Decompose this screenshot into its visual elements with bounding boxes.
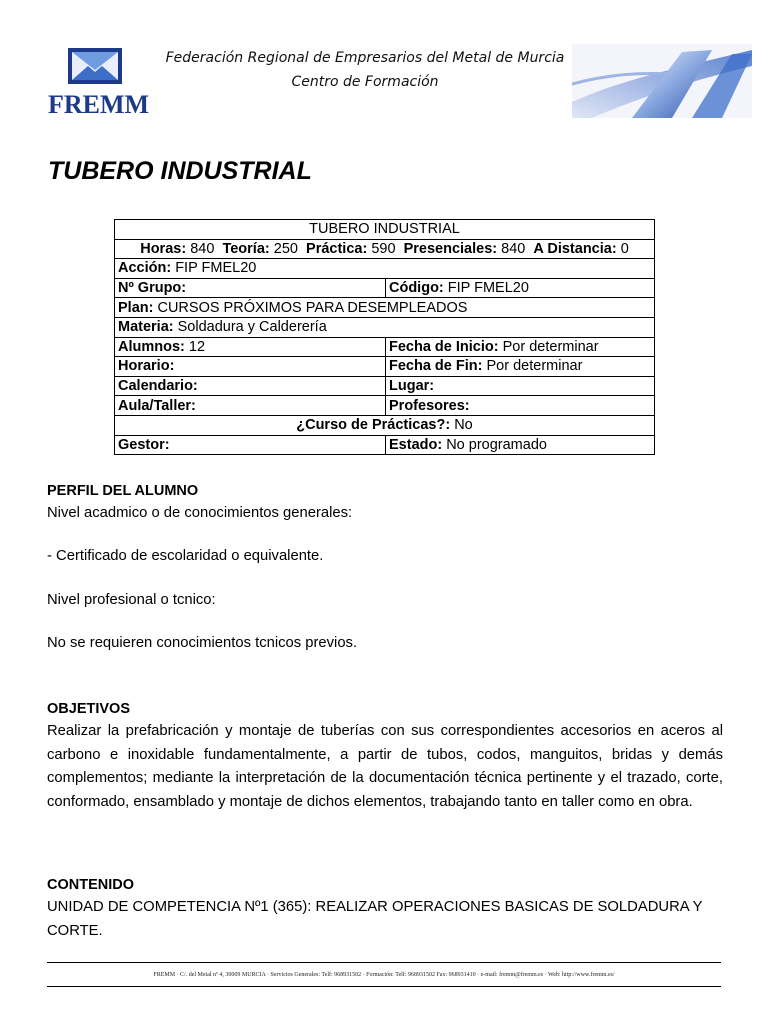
table-row	[115, 357, 655, 377]
practicas-cell	[115, 415, 655, 435]
table-row	[115, 239, 655, 259]
calendario-label: Calendario:	[118, 378, 198, 395]
footer-divider-top	[47, 962, 721, 963]
conocimientos-text: No se requieren conocimientos tcnicos previos.	[47, 635, 358, 651]
profesores-cell	[386, 396, 655, 416]
certificado-text: - Certificado de escolaridad o equivalente.	[47, 548, 324, 564]
gestor-cell	[115, 435, 386, 455]
codigo-cell	[386, 278, 655, 298]
distancia-value: 0	[620, 240, 629, 257]
horario-cell	[115, 357, 386, 377]
fremm-logo	[48, 44, 158, 124]
accion-value: FIP FMEL20	[175, 260, 257, 277]
table-row	[115, 278, 655, 298]
organization-subtitle: Centro de Formación	[291, 74, 439, 90]
estado-cell	[386, 435, 655, 455]
grupo-label: Nº Grupo:	[118, 280, 187, 297]
materia-value: Soldadura y Calderería	[177, 319, 327, 336]
fecha-inicio-value: Por determinar	[502, 338, 599, 355]
teoria-label: Teoría:	[222, 240, 270, 257]
table-row	[115, 376, 655, 396]
aula-label: Aula/Taller:	[118, 397, 196, 414]
accion-cell	[115, 259, 655, 279]
organization-name: Federación Regional de Empresarios del Metal de Murcia	[165, 50, 565, 66]
metal-decoration-graphic	[572, 44, 752, 118]
practicas-label: ¿Curso de Prácticas?:	[296, 417, 451, 434]
distancia-label: A Distancia:	[533, 240, 617, 257]
alumnos-label: Alumnos:	[118, 338, 185, 355]
hours-cell	[115, 239, 655, 259]
nivel-profesional-text: Nivel profesional o tcnico:	[47, 592, 216, 608]
alumnos-cell	[115, 337, 386, 357]
table-row	[115, 415, 655, 435]
practica-value: 590	[371, 240, 396, 257]
grupo-cell	[115, 278, 386, 298]
gestor-label: Gestor:	[118, 436, 170, 453]
practica-label: Práctica:	[306, 240, 368, 257]
lugar-label: Lugar:	[389, 378, 435, 395]
alumnos-value: 12	[188, 338, 206, 355]
materia-cell	[115, 317, 655, 337]
table-title: TUBERO INDUSTRIAL	[309, 221, 460, 238]
perfil-heading: PERFIL DEL ALUMNO	[47, 483, 199, 499]
footer-divider-bottom	[47, 986, 721, 987]
practicas-value: No	[454, 417, 473, 434]
presenciales-value: 840	[501, 240, 526, 257]
plan-label: Plan:	[118, 299, 154, 316]
fecha-fin-label: Fecha de Fin:	[389, 358, 483, 375]
horas-value: 840	[190, 240, 215, 257]
fecha-fin-value: Por determinar	[486, 358, 583, 375]
contenido-heading: CONTENIDO	[47, 877, 134, 893]
aula-cell	[115, 396, 386, 416]
fecha-fin-cell	[386, 357, 655, 377]
horario-label: Horario:	[118, 358, 175, 375]
objetivos-heading: OBJETIVOS	[47, 701, 130, 717]
fecha-inicio-cell	[386, 337, 655, 357]
presenciales-label: Presenciales:	[403, 240, 498, 257]
codigo-value: FIP FMEL20	[447, 280, 529, 297]
objetivos-text: Realizar la prefabricación y montaje de tuberías con sus correspondientes accesorios en aceros al carbono e inoxidable fundamentalmente, a partir de tubos, codos, manguitos, bridas y demás complementos; mediante la interpretación de la documentación técnica pertinente y el trazado, corte, conformado, ensamblado y montaje de dichos elementos, trabajando tanto en taller como en obra.	[47, 723, 723, 810]
codigo-label: Código:	[389, 280, 444, 297]
contenido-text: UNIDAD DE COMPETENCIA Nº1 (365): REALIZAR OPERACIONES BASICAS DE SOLDADURA Y CORTE.	[47, 899, 703, 939]
fecha-inicio-label: Fecha de Inicio:	[389, 338, 499, 355]
logo-text: FREMM	[48, 90, 150, 119]
table-title-cell	[115, 220, 655, 240]
course-info-table	[114, 219, 655, 455]
plan-value: CURSOS PRÓXIMOS PARA DESEMPLEADOS	[157, 299, 468, 316]
estado-value: No programado	[446, 436, 547, 453]
footer-text: FREMM · C/. del Metal nº 4, 30009 MURCIA · Servicios Generales: Telf: 968931502 · Formación: Telf: 968931502 Fax: 968931410 · e-mail: fremm@fremm.es · Web: http://www.fremm.es/	[153, 972, 615, 978]
page-title: TUBERO INDUSTRIAL	[48, 157, 312, 185]
table-row	[115, 298, 655, 318]
envelope-logo-icon	[66, 44, 124, 88]
profesores-label: Profesores:	[389, 397, 470, 414]
accion-label: Acción:	[118, 260, 172, 277]
page-header	[0, 0, 768, 130]
table-row	[115, 317, 655, 337]
materia-label: Materia:	[118, 319, 174, 336]
calendario-cell	[115, 376, 386, 396]
estado-label: Estado:	[389, 436, 443, 453]
table-row	[115, 220, 655, 240]
plan-cell	[115, 298, 655, 318]
teoria-value: 250	[273, 240, 298, 257]
nivel-academico-text: Nivel acadmico o de conocimientos generales:	[47, 505, 353, 521]
horas-label: Horas:	[140, 240, 187, 257]
table-row	[115, 435, 655, 455]
table-row	[115, 396, 655, 416]
lugar-cell	[386, 376, 655, 396]
table-row	[115, 259, 655, 279]
table-row	[115, 337, 655, 357]
